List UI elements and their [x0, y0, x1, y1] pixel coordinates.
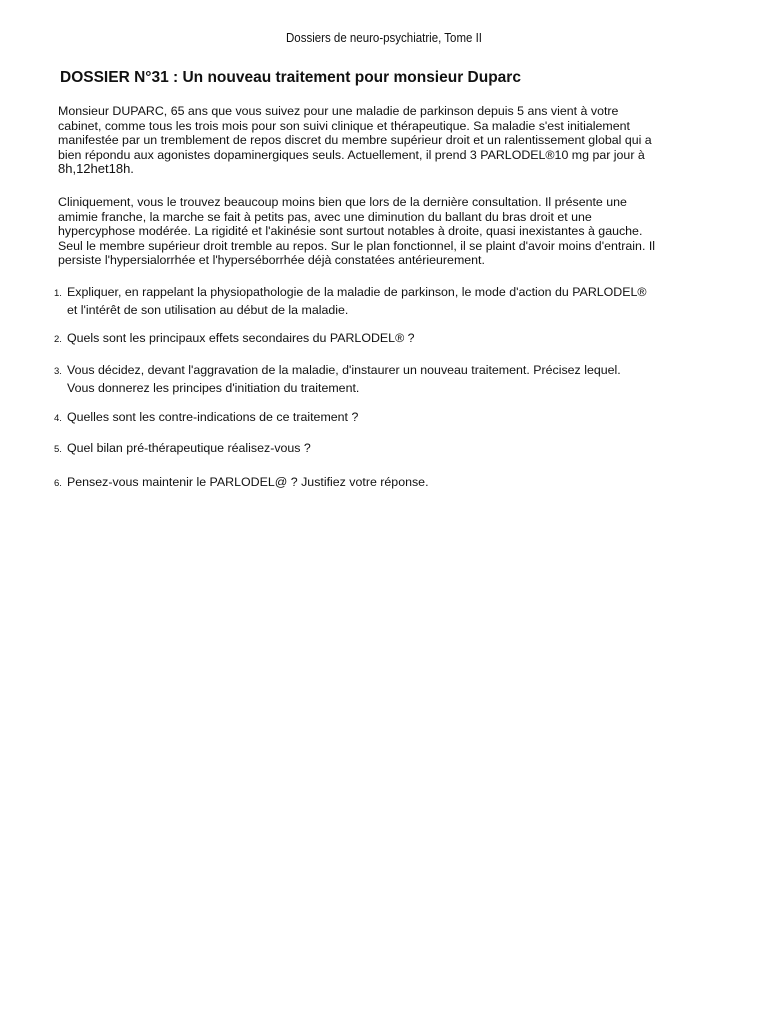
paragraph-line: manifestée par un tremblement de repos discret du membre supérieur droit et un ralentissement global qui a [58, 133, 652, 148]
question-1 [54, 284, 714, 318]
question-text: Expliquer, en rappelant la physiopathologie de la maladie de parkinson, le mode d'action du PARLODEL® [67, 285, 647, 299]
question-text: Quelles sont les contre-indications de ce traitement ? [67, 410, 359, 424]
dossier-title: DOSSIER N°31 : Un nouveau traitement pour monsieur Duparc [60, 69, 521, 86]
question-number: 5. [54, 444, 62, 455]
question-text: Vous décidez, devant l'aggravation de la maladie, d'instaurer un nouveau traitement. Précisez lequel. [67, 363, 621, 377]
paragraph-line: 8h,12het18h. [58, 161, 134, 177]
question-continuation: et l'intérêt de son utilisation au début de la maladie. [67, 303, 349, 317]
question-6 [54, 474, 714, 492]
case-paragraph-2 [58, 195, 698, 268]
paragraph-line: amimie franche, la marche se fait à petits pas, avec une diminution du ballant du bras droit et une [58, 209, 592, 224]
question-3 [54, 362, 714, 396]
question-number: 1. [54, 288, 62, 299]
case-paragraph-1 [58, 104, 698, 177]
question-number: 6. [54, 478, 62, 489]
question-2 [54, 330, 714, 348]
question-4 [54, 409, 714, 427]
paragraph-line: Seul le membre supérieur droit tremble au repos. Sur le plan fonctionnel, il se plaint d'avoir moins d'entrain. Il [58, 238, 656, 253]
question-text: Pensez-vous maintenir le PARLODEL@ ? Justifiez votre réponse. [67, 475, 429, 489]
paragraph-line: Cliniquement, vous le trouvez beaucoup moins bien que lors de la dernière consultation. Il présente une [58, 195, 627, 209]
question-text: Quel bilan pré-thérapeutique réalisez-vous ? [67, 441, 311, 455]
paragraph-line: bien répondu aux agonistes dopaminergiques seuls. Actuellement, il prend 3 PARLODEL®10 mg par jour à [58, 147, 645, 162]
question-5 [54, 440, 714, 458]
paragraph-line: cabinet, comme tous les trois mois pour son suivi clinique et thérapeutique. Sa maladie s'est initialement [58, 118, 630, 133]
paragraph-line: hypercyphose modérée. La rigidité et l'akinésie sont surtout notables à droite, quasi inexistantes à gauche. [58, 224, 643, 239]
paragraph-line: persiste l'hypersialorrhée et l'hyperséborrhée déjà constatées antérieurement. [58, 253, 485, 268]
question-number: 3. [54, 366, 62, 377]
question-number: 4. [54, 413, 62, 424]
question-text: Quels sont les principaux effets secondaires du PARLODEL® ? [67, 331, 415, 345]
paragraph-line: Monsieur DUPARC, 65 ans que vous suivez pour une maladie de parkinson depuis 5 ans vient à votre [58, 104, 619, 118]
question-continuation: Vous donnerez les principes d'initiation du traitement. [67, 381, 360, 395]
running-header: Dossiers de neuro-psychiatrie, Tome II [285, 31, 483, 45]
question-number: 2. [54, 334, 62, 345]
